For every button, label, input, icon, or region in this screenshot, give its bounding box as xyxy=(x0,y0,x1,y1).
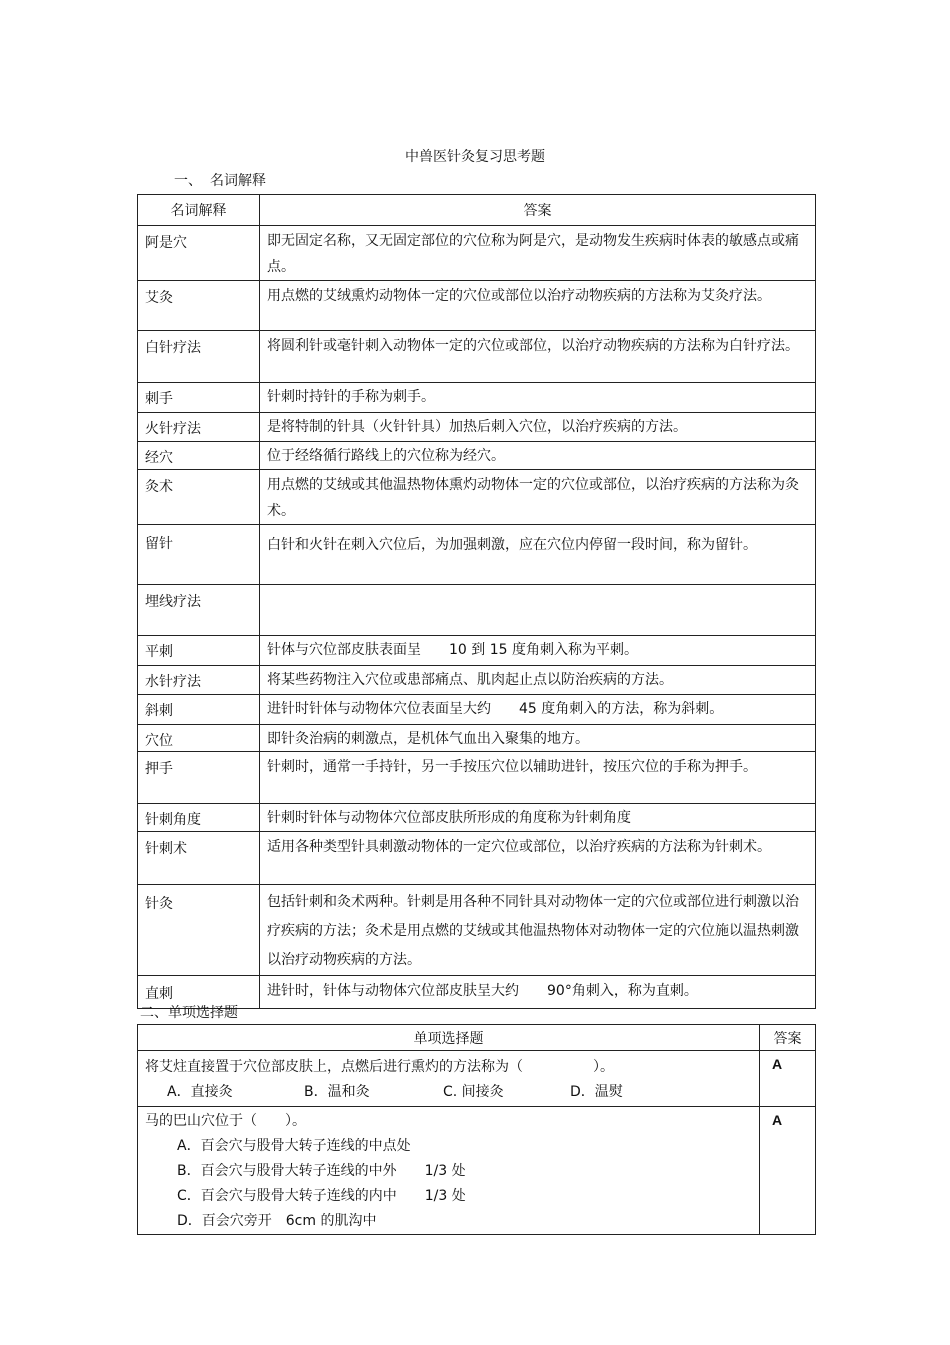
section-heading-2: 二、单项选择题 xyxy=(140,1005,238,1021)
table-row xyxy=(138,226,816,281)
term-cell: 斜刺 xyxy=(138,695,260,725)
definition-cell xyxy=(260,585,816,636)
term-cell: 灸术 xyxy=(138,470,260,525)
definition-cell: 针体与穴位部皮肤表面呈 10 到 15 度角刺入称为平刺。 xyxy=(260,636,816,666)
term-cell: 白针疗法 xyxy=(138,331,260,383)
definition-cell: 白针和火针在刺入穴位后，为加强刺激，应在穴位内停留一段时间，称为留针。 xyxy=(260,525,816,585)
definition-cell: 位于经络循行路线上的穴位称为经穴。 xyxy=(260,442,816,470)
term-cell: 穴位 xyxy=(138,725,260,752)
option-d: D．温熨 xyxy=(570,1084,623,1100)
definition-cell: 进针时针体与动物体穴位表面呈大约 45 度角刺入的方法，称为斜刺。 xyxy=(260,695,816,725)
term-cell: 水针疗法 xyxy=(138,666,260,695)
table-row xyxy=(138,383,816,413)
table-header-row xyxy=(138,195,816,226)
table-row xyxy=(138,442,816,470)
table-row xyxy=(138,832,816,885)
question-row xyxy=(138,1107,816,1235)
section-heading-1 xyxy=(174,170,266,190)
definition-cell: 用点燃的艾绒熏灼动物体一定的穴位或部位以治疗动物疾病的方法称为艾灸疗法。 xyxy=(260,281,816,331)
term-cell: 针灸 xyxy=(138,885,260,976)
option-list xyxy=(145,1134,753,1234)
table-row xyxy=(138,331,816,383)
definition-cell: 将圆利针或毫针刺入动物体一定的穴位或部位，以治疗动物疾病的方法称为白针疗法。 xyxy=(260,331,816,383)
table-row xyxy=(138,585,816,636)
table-row xyxy=(138,885,816,976)
page-title: 中兽医针灸复习思考题 xyxy=(405,149,545,165)
definition-cell: 用点燃的艾绒或其他温热物体熏灼动物体一定的穴位或部位，以治疗疾病的方法称为灸术。 xyxy=(260,470,816,525)
header-term: 名词解释 xyxy=(138,195,260,226)
term-cell: 押手 xyxy=(138,752,260,804)
glossary-table xyxy=(137,194,816,1009)
question-row xyxy=(138,1051,816,1107)
table-row xyxy=(138,666,816,695)
term-cell: 直刺 xyxy=(138,976,260,1009)
definition-cell: 针刺时持针的手称为刺手。 xyxy=(260,383,816,413)
definition-cell: 针刺时针体与动物体穴位部皮肤所形成的角度称为针刺角度 xyxy=(260,804,816,832)
term-cell: 针刺角度 xyxy=(138,804,260,832)
term-cell: 留针 xyxy=(138,525,260,585)
term-cell: 埋线疗法 xyxy=(138,585,260,636)
question-stem: 将艾炷直接置于穴位部皮肤上，点燃后进行熏灼的方法称为（ ）。 xyxy=(145,1059,614,1075)
definition-cell: 是将特制的针具（火针针具）加热后刺入穴位，以治疗疾病的方法。 xyxy=(260,413,816,442)
table-row xyxy=(138,413,816,442)
question-stem: 马的巴山穴位于（ ）。 xyxy=(145,1113,306,1129)
option-b: B．温和灸 xyxy=(304,1084,370,1100)
term-cell: 经穴 xyxy=(138,442,260,470)
term-cell: 火针疗法 xyxy=(138,413,260,442)
term-cell: 针刺术 xyxy=(138,832,260,885)
option-d: D．百会穴旁开 6cm 的肌沟中 xyxy=(177,1213,377,1229)
term-cell: 阿是穴 xyxy=(138,226,260,281)
term-cell: 艾灸 xyxy=(138,281,260,331)
definition-cell: 针刺时，通常一手持针，另一手按压穴位以辅助进针，按压穴位的手称为押手。 xyxy=(260,752,816,804)
option-a: A．百会穴与股骨大转子连线的中点处 xyxy=(177,1138,411,1154)
section-label: 名词解释 xyxy=(210,173,266,189)
answer-cell: A xyxy=(760,1107,816,1235)
table-row xyxy=(138,804,816,832)
option-c: C. 间接灸 xyxy=(443,1084,504,1100)
definition-cell: 将某些药物注入穴位或患部痛点、肌肉起止点以防治疾病的方法。 xyxy=(260,666,816,695)
table-row xyxy=(138,525,816,585)
option-a: A．直接灸 xyxy=(167,1084,233,1100)
definition-cell: 进针时，针体与动物体穴位部皮肤呈大约 90°角刺入，称为直刺。 xyxy=(260,976,816,1009)
definition-cell: 即无固定名称，又无固定部位的穴位称为阿是穴，是动物发生疾病时体表的敏感点或痛点。 xyxy=(260,226,816,281)
table-row xyxy=(138,752,816,804)
header-answer: 答案 xyxy=(760,1025,816,1051)
term-cell: 刺手 xyxy=(138,383,260,413)
question-cell xyxy=(138,1107,760,1235)
table-row xyxy=(138,976,816,1009)
option-line xyxy=(145,1080,753,1105)
question-cell xyxy=(138,1051,760,1107)
definition-cell: 即针灸治病的刺激点，是机体气血出入聚集的地方。 xyxy=(260,725,816,752)
table-row xyxy=(138,636,816,666)
table-row xyxy=(138,695,816,725)
table-header-row xyxy=(138,1025,816,1051)
option-c: C．百会穴与股骨大转子连线的内中 1/3 处 xyxy=(177,1188,466,1204)
term-cell: 平刺 xyxy=(138,636,260,666)
definition-cell: 适用各种类型针具刺激动物体的一定穴位或部位，以治疗疾病的方法称为针刺术。 xyxy=(260,832,816,885)
header-answer: 答案 xyxy=(260,195,816,226)
table-row xyxy=(138,281,816,331)
header-question: 单项选择题 xyxy=(138,1025,760,1051)
table-row xyxy=(138,725,816,752)
table-row xyxy=(138,470,816,525)
option-b: B．百会穴与股骨大转子连线的中外 1/3 处 xyxy=(177,1163,466,1179)
answer-cell: A xyxy=(760,1051,816,1107)
definition-cell: 包括针刺和灸术两种。针刺是用各种不同针具对动物体一定的穴位或部位进行刺激以治疗疾病的方法；灸术是用点燃的艾绒或其他温热物体对动物体一定的穴位施以温热刺激以治疗动物疾病的方法。 xyxy=(260,885,816,976)
choice-table xyxy=(137,1024,816,1235)
section-number: 一、 xyxy=(174,173,202,189)
